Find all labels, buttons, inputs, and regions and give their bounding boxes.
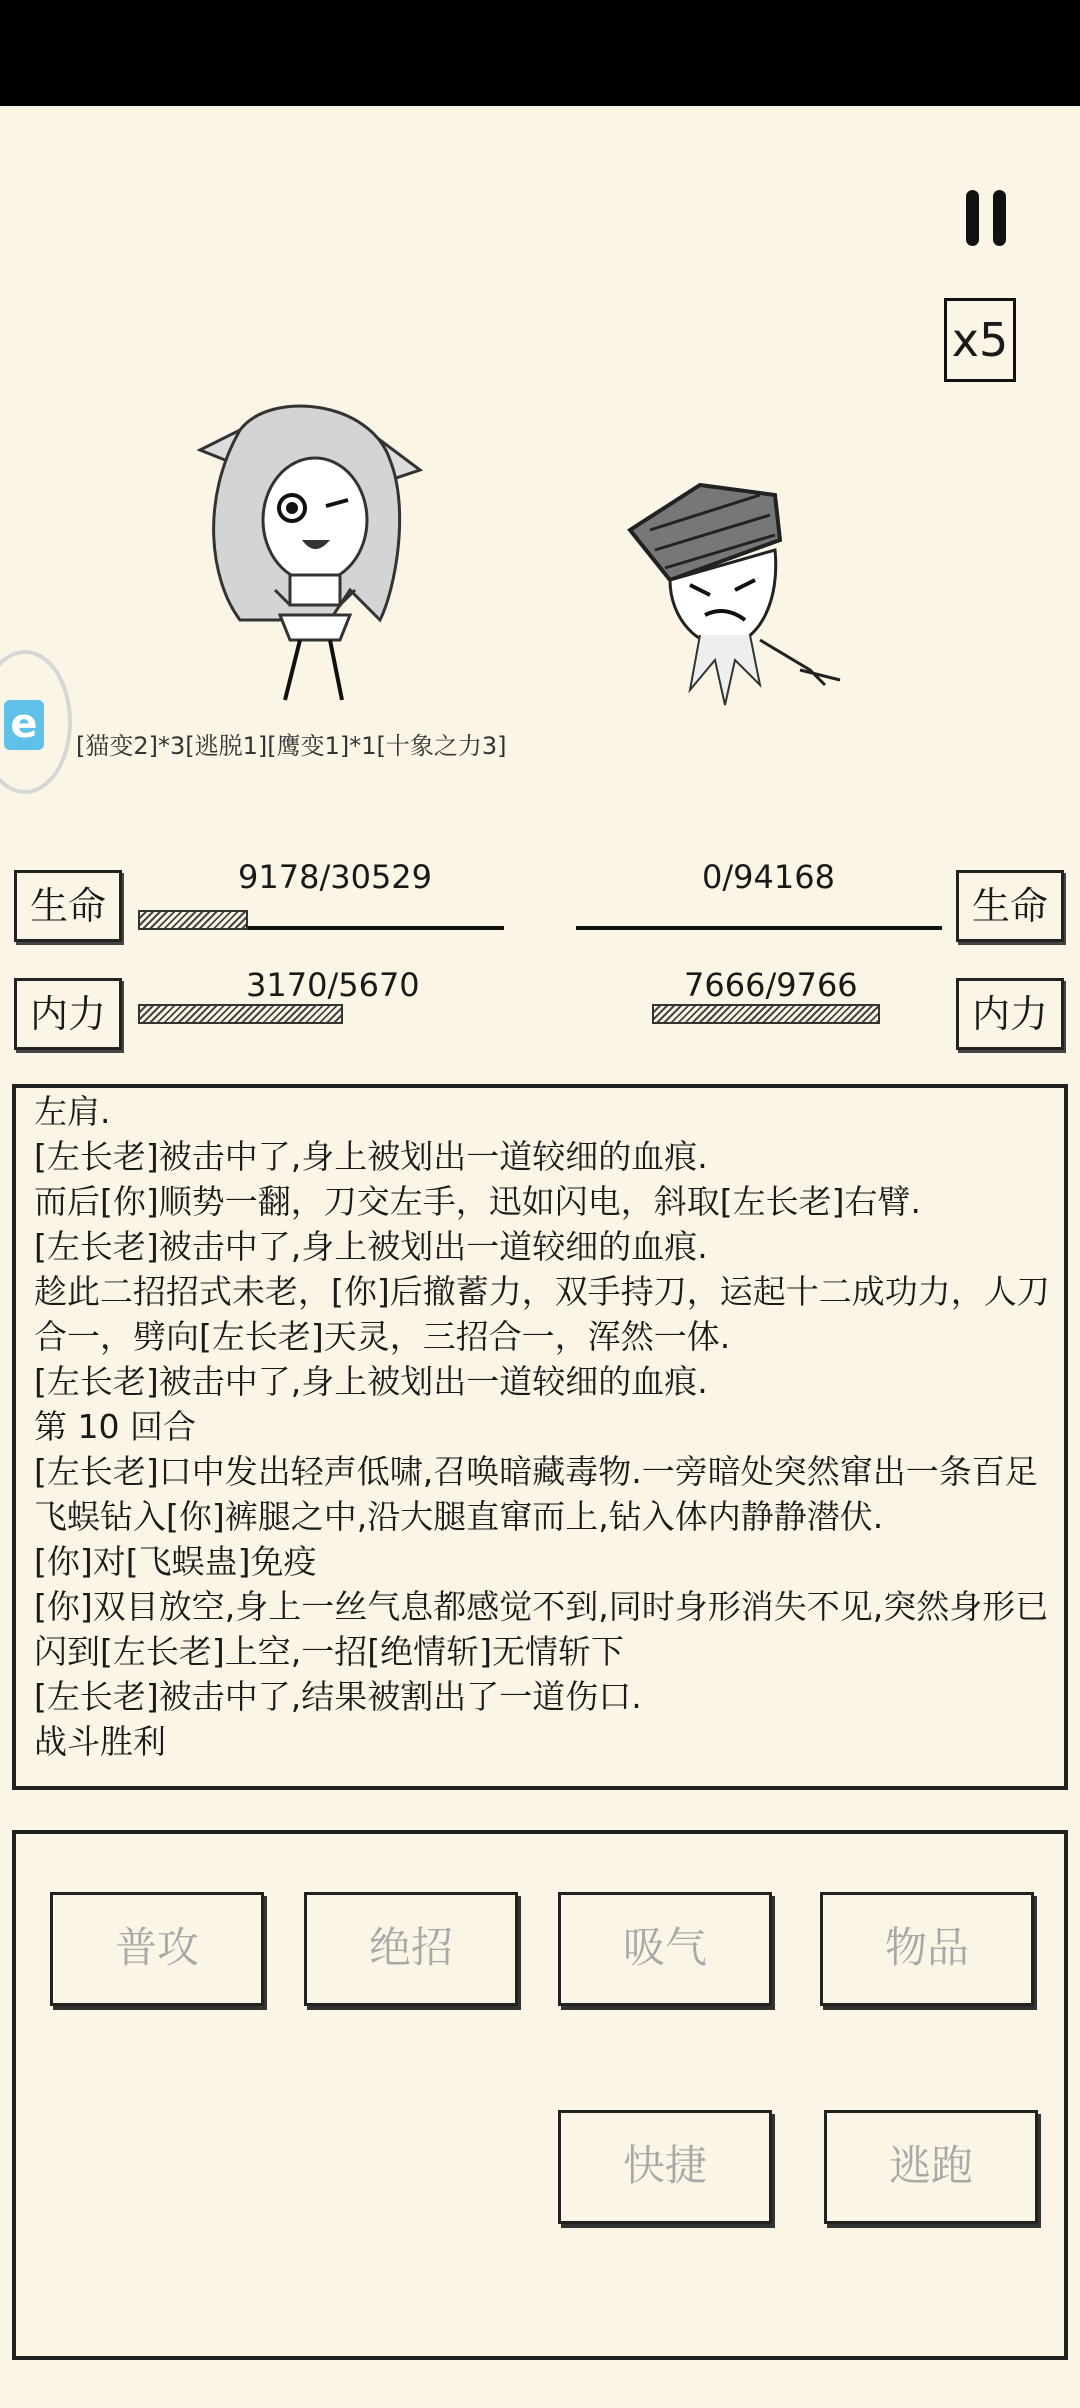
enemy-mp-label: 内力	[956, 978, 1064, 1050]
battle-log[interactable]	[12, 1084, 1068, 1790]
player-buffs: [猫变2]*3[逃脱1][鹰变1]*1[十象之力3]	[76, 732, 507, 760]
log-line: 第 10 回合	[34, 1407, 196, 1446]
player-hp-label: 生命	[14, 870, 122, 942]
items-button[interactable]: 物品	[820, 1892, 1034, 2006]
log-line: [左长老]口中发出轻声低啸,召唤暗藏毒物.一旁暗处突然窜出一条百足飞蜈钻入[你]裤腿之中,沿大腿直窜而上,钻入体内静静潜伏.	[34, 1452, 1038, 1536]
ultimate-button[interactable]: 绝招	[304, 1892, 518, 2006]
log-line: [左长老]被击中了,结果被割出了一道伤口.	[34, 1677, 642, 1716]
log-line: 战斗胜利	[34, 1722, 166, 1761]
enemy-character	[610, 470, 850, 720]
pause-button[interactable]	[966, 190, 1010, 246]
enemy-hp-bar	[576, 910, 942, 930]
player-mp-label: 内力	[14, 978, 122, 1050]
assistant-logo-icon: e	[4, 700, 44, 750]
action-panel	[12, 1830, 1068, 2360]
enemy-hp-value: 0/94168	[702, 858, 835, 896]
enemy-mp-value: 7666/9766	[684, 966, 858, 1004]
log-line: 趁此二招招式未老，[你]后撤蓄力，双手持刀，运起十二成功力，人刀合一，劈向[左长老]天灵，三招合一，浑然一体.	[34, 1272, 1050, 1356]
log-line: [左长老]被击中了,身上被划出一道较细的血痕.	[34, 1137, 708, 1176]
log-line: [左长老]被击中了,身上被划出一道较细的血痕.	[34, 1362, 708, 1401]
player-character	[180, 390, 440, 710]
log-line: 左肩.	[34, 1092, 111, 1131]
enemy-hp-label: 生命	[956, 870, 1064, 942]
enemy-mp-bar	[652, 1004, 942, 1024]
player-hp-fill	[138, 910, 248, 930]
flee-button[interactable]: 逃跑	[824, 2110, 1038, 2224]
player-hp-bar	[138, 910, 504, 930]
enemy-mp-fill	[652, 1004, 880, 1024]
player-mp-value: 3170/5670	[246, 966, 420, 1004]
attack-button[interactable]: 普攻	[50, 1892, 264, 2006]
log-line: [你]对[飞蜈蛊]免疫	[34, 1542, 317, 1581]
quick-button[interactable]: 快捷	[558, 2110, 772, 2224]
status-bar	[0, 0, 1080, 106]
speed-toggle-button[interactable]: x5	[944, 298, 1016, 382]
battle-log-content	[34, 1089, 1052, 1764]
floating-assistant-button[interactable]	[0, 650, 72, 794]
player-mp-bar	[138, 1004, 504, 1024]
log-line: [左长老]被击中了,身上被划出一道较细的血痕.	[34, 1227, 708, 1266]
player-hp-value: 9178/30529	[238, 858, 433, 896]
log-line: 而后[你]顺势一翻，刀交左手，迅如闪电，斜取[左长老]右臂.	[34, 1182, 921, 1221]
pause-icon	[966, 190, 979, 246]
log-line: [你]双目放空,身上一丝气息都感觉不到,同时身形消失不见,突然身形已闪到[左长老]上空,一招[绝情斩]无情斩下	[34, 1587, 1049, 1671]
breathe-button[interactable]: 吸气	[558, 1892, 772, 2006]
player-mp-fill	[138, 1004, 343, 1024]
